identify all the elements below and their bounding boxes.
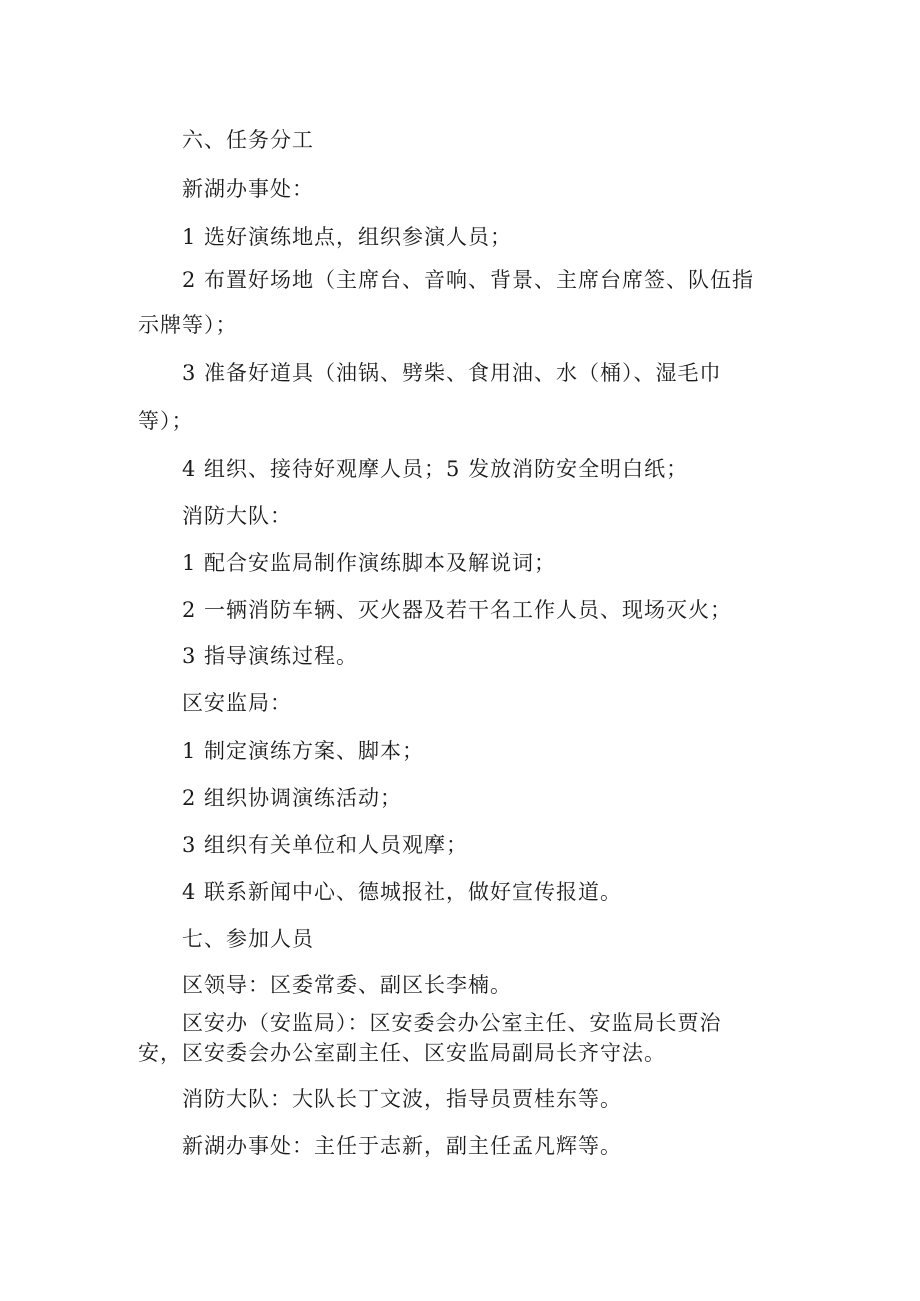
paragraph-line: 1 选好演练地点，组织参演人员； xyxy=(182,225,513,249)
paragraph-line: 消防大队：大队长丁文波，指导员贾桂东等。 xyxy=(182,1087,622,1111)
paragraph-line: 1 配合安监局制作演练脚本及解说词； xyxy=(182,551,557,575)
paragraph-line: 新湖办事处：主任于志新，副主任孟凡辉等。 xyxy=(182,1134,622,1158)
subheading-district-safety-bureau: 区安监局： xyxy=(182,691,292,715)
paragraph-line: 3 准备好道具（油锅、劈柴、食用油、水（桶）、湿毛巾 xyxy=(182,361,722,385)
paragraph-line: 区安办（安监局）：区安委会办公室主任、安监局长贾治 xyxy=(182,1011,722,1035)
subheading-xinhu-office: 新湖办事处： xyxy=(182,177,314,201)
paragraph-line: 2 一辆消防车辆、灭火器及若干名工作人员、现场灭火； xyxy=(182,598,733,622)
paragraph-line-continued: 示牌等）； xyxy=(138,313,238,337)
paragraph-line-continued: 等）； xyxy=(138,409,194,433)
paragraph-line: 4 组织、接待好观摩人员；5 发放消防安全明白纸； xyxy=(182,457,689,481)
paragraph-line-continued: 安，区安委会办公室副主任、区安监局副局长齐守法。 xyxy=(138,1041,666,1065)
section-heading-task-division: 六、任务分工 xyxy=(182,128,314,152)
paragraph-line: 1 制定演练方案、脚本； xyxy=(182,739,425,763)
paragraph-line: 4 联系新闻中心、德城报社，做好宣传报道。 xyxy=(182,880,623,904)
section-heading-participants: 七、参加人员 xyxy=(182,927,314,951)
paragraph-line: 3 组织有关单位和人员观摩； xyxy=(182,833,469,857)
paragraph-line: 区领导：区委常委、副区长李楠。 xyxy=(182,973,512,997)
paragraph-line: 3 指导演练过程。 xyxy=(182,644,359,668)
subheading-fire-brigade: 消防大队： xyxy=(182,504,292,528)
paragraph-line: 2 布置好场地（主席台、音响、背景、主席台席签、队伍指 xyxy=(182,268,755,292)
paragraph-line: 2 组织协调演练活动； xyxy=(182,786,403,810)
